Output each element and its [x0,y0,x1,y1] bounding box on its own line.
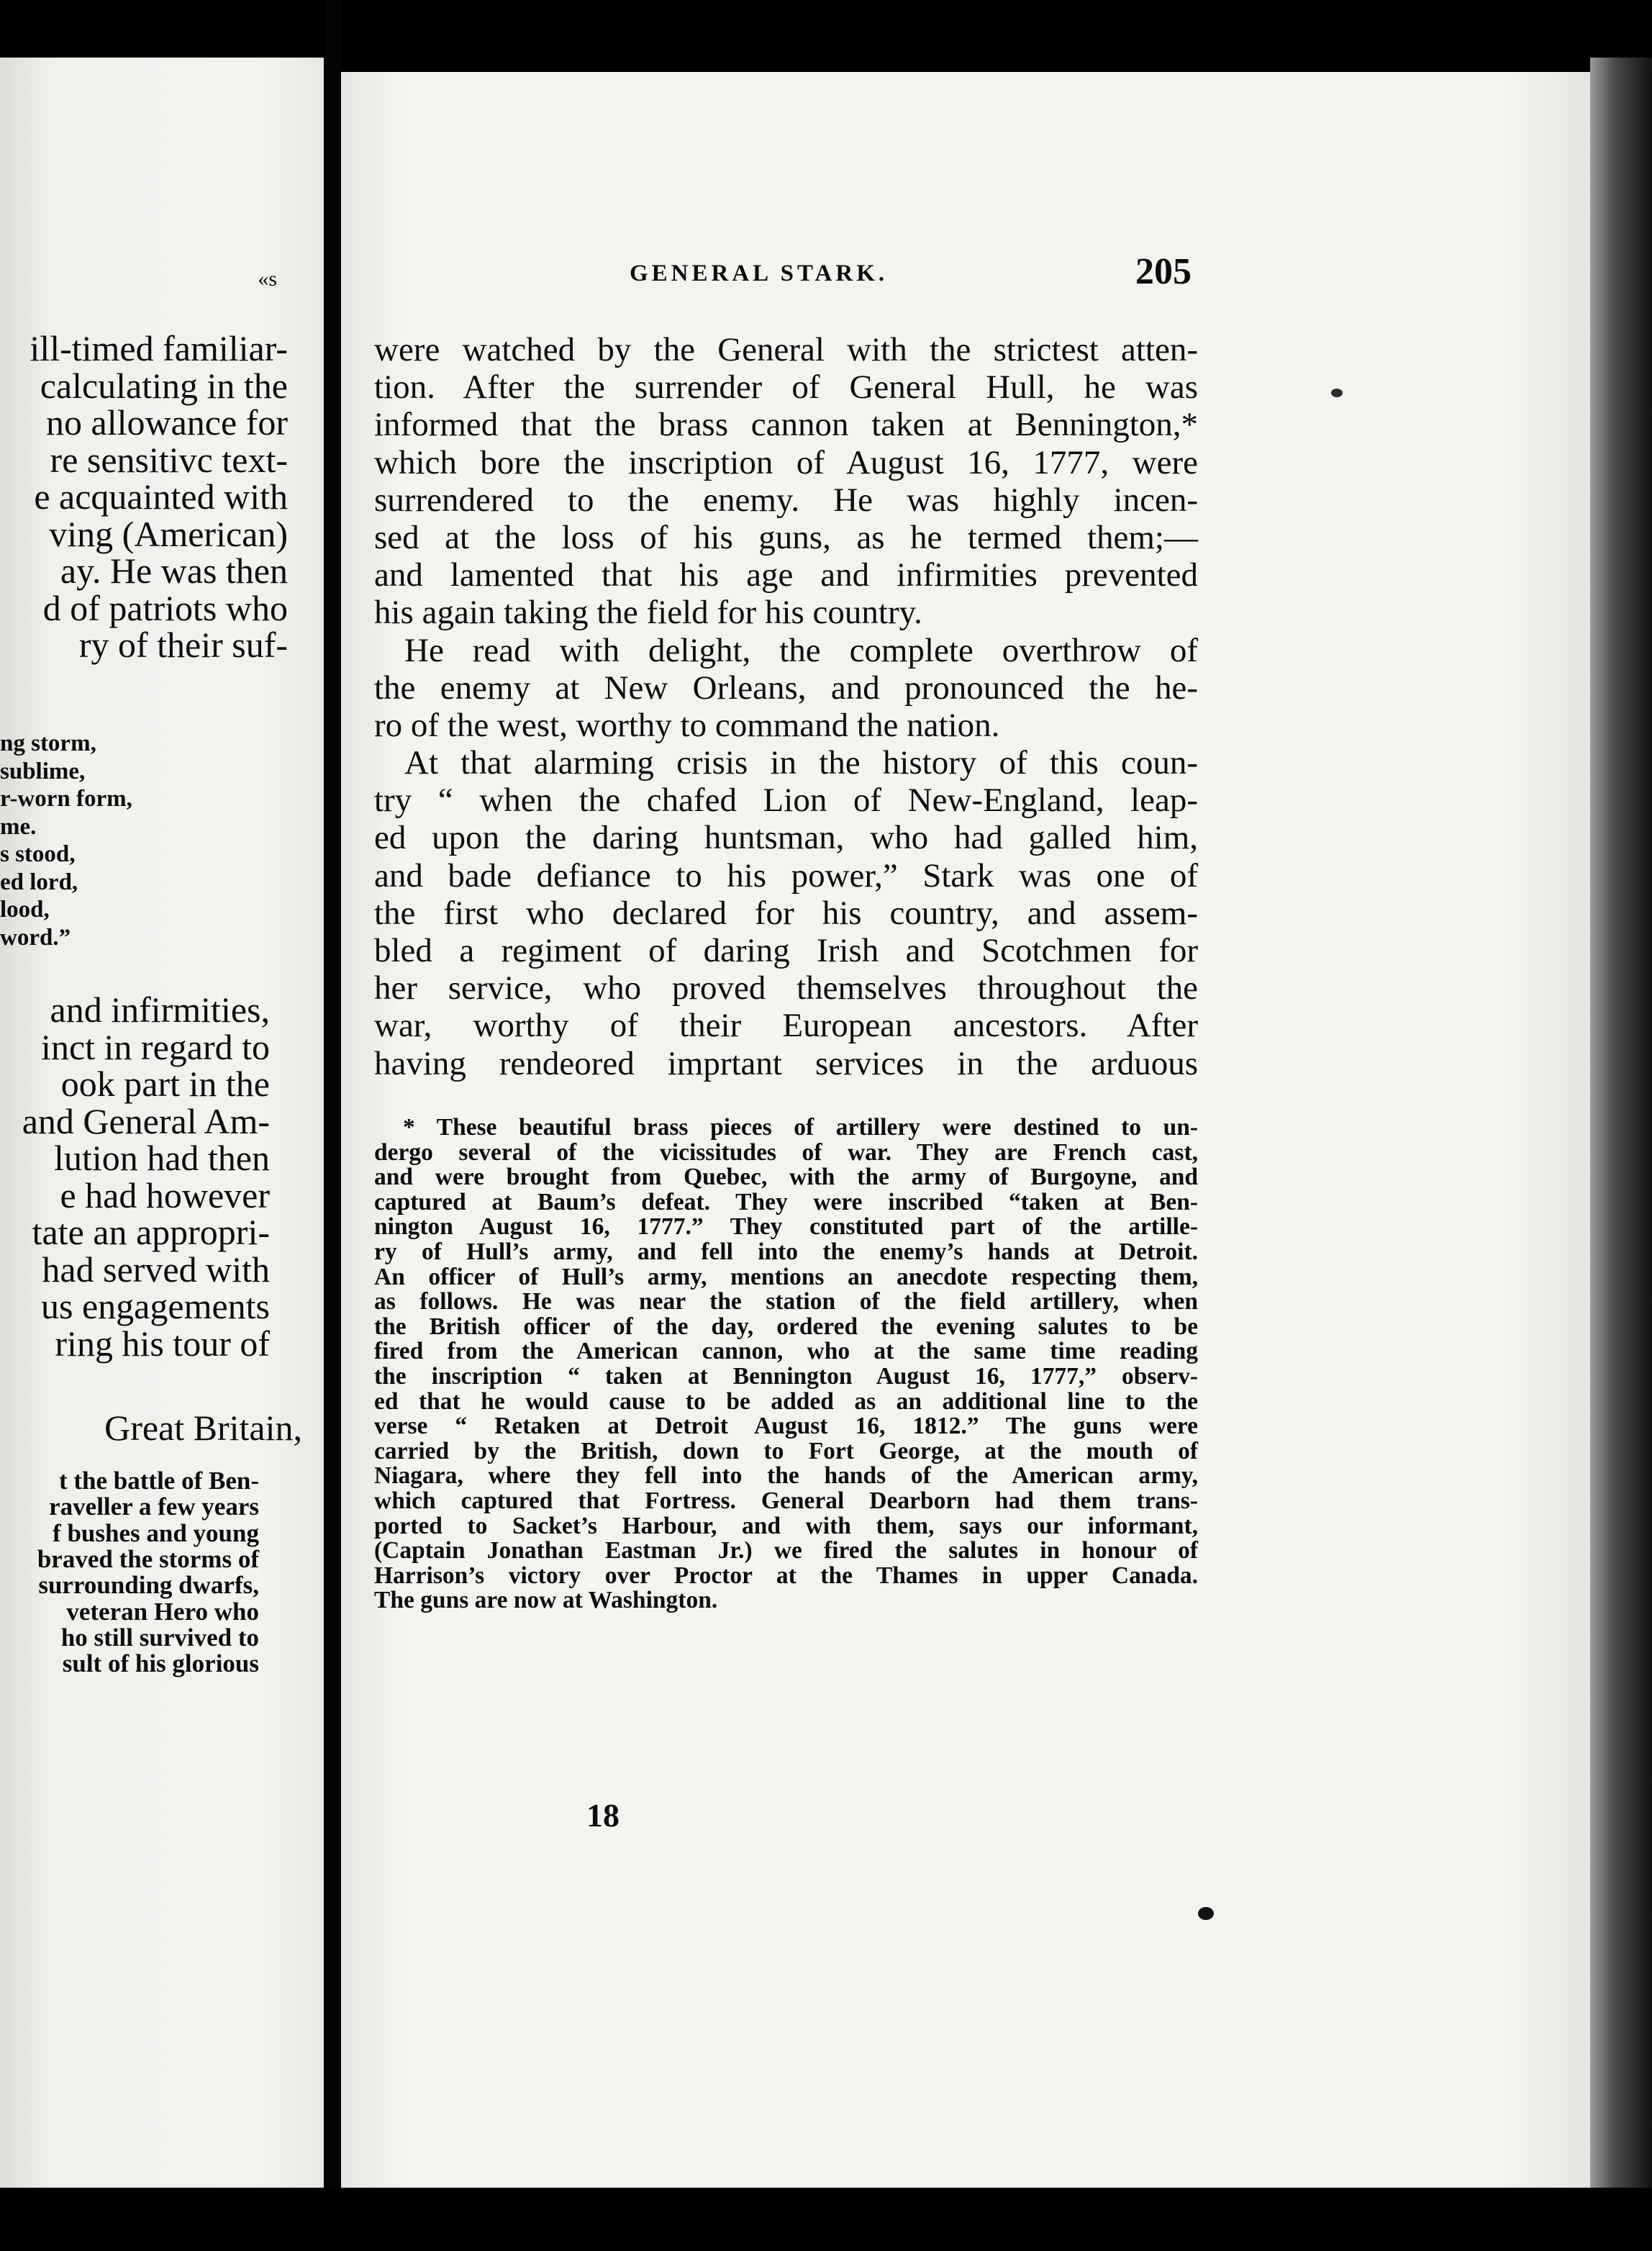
footnote-line: ry of Hull’s army, and fell into the enemy’s hands at Detroit. [374,1238,1198,1265]
running-head: GENERAL STARK. [630,261,889,286]
left-text-line: raveller a few years [49,1493,259,1521]
left-text-line: lution had then [54,1138,270,1178]
body-line: war, worthy of their European ancestors. After [374,1007,1198,1045]
footnote-line: The guns are now at Washington. [374,1587,718,1614]
left-text-line: no allowance for [46,402,288,443]
body-line: having rendeored imprtant services in the arduous [374,1044,1198,1082]
left-text-line: ill-timed familiar- [30,328,288,368]
left-text-line: sult of his glorious [62,1649,259,1678]
left-folio-mark: «s [258,267,277,291]
body-line: try “ when the chafed Lion of New-England, leap- [374,782,1198,820]
body-line: were watched by the General with the strictest atten- [374,331,1198,368]
left-text-line: tate an appropri- [32,1212,270,1252]
body-line: his again taking the field for his country. [374,594,922,632]
left-text-line: e had however [60,1174,270,1215]
body-line: surrendered to the enemy. He was highly incen- [374,481,1198,519]
left-text-line: ving (American) [49,513,288,554]
ink-speck [1198,1907,1214,1920]
left-text-line: ay. He was then [60,551,288,591]
footnote [374,1115,1198,1613]
left-text-line: ook part in the [60,1064,270,1104]
body-line: ed upon the daring huntsman, who had galled him, [374,819,1198,857]
footnote-line: ed that he would cause to be added as an additional line to the [374,1387,1198,1415]
left-text-line: ring his tour of [55,1323,270,1364]
left-text-line: inct in regard to [41,1026,270,1067]
left-text-line: lood, [0,897,50,923]
footnote-line: An officer of Hull’s army, mentions an anecdote respecting them, [374,1263,1198,1290]
left-heading-fragment: Great Britain, [104,1408,302,1448]
left-text-line: t the battle of Ben- [58,1467,259,1495]
body-line: which bore the inscription of August 16, 1777, were [374,443,1198,481]
footnote-line: dergo several of the vicissitudes of war. They are French cast, [374,1138,1198,1166]
footnote-line: and were brought from Quebec, with the army of Burgoyne, and [374,1164,1198,1191]
left-text-line: d of patriots who [42,587,288,628]
left-page [0,58,324,2188]
left-text-line: ng storm, [0,730,96,756]
footnote-line: the British officer of the day, ordered the evening salutes to be [374,1313,1198,1340]
footnote-line: fired from the American cannon, who at the same time reading [374,1338,1198,1365]
left-text-line: s stood, [0,841,76,867]
footnote-line: verse “ Retaken at Detroit August 16, 1812.” The guns were [374,1413,1198,1440]
footnote-line: captured at Baum’s defeat. They were inscribed “taken at Ben- [374,1188,1198,1215]
footnote-line: carried by the British, down to Fort George, at the mouth of [374,1437,1198,1464]
left-text-line: us engagements [41,1286,270,1326]
page-edge-shadow [1590,58,1652,2202]
body-line: and lamented that his age and infirmities prevented [374,556,1198,594]
footnote-line: * These beautiful brass pieces of artillery were destined to un- [403,1114,1198,1141]
body-line: informed that the brass cannon taken at Bennington,* [374,406,1198,444]
left-text-line: r-worn form, [0,786,132,812]
left-text-line: had served with [42,1249,270,1290]
left-text-line: f bushes and young [53,1518,259,1547]
body-line: her service, who proved themselves throughout the [374,969,1198,1007]
left-text-line: re sensitivc text- [50,439,288,480]
body-line: and bade defiance to his power,” Stark was one of [374,856,1198,894]
left-text-line: ho still survived to [60,1623,259,1652]
signature-mark: 18 [586,1797,620,1834]
body-line: At that alarming crisis in the history of this coun- [404,744,1198,782]
left-text-line: and infirmities, [50,989,270,1030]
footnote-line: nington August 16, 1777.” They constituted part of the artille- [374,1213,1198,1241]
left-text-line: me. [0,813,37,840]
body-line: He read with delight, the complete overthrow of [404,631,1198,669]
footnote-line: the inscription “ taken at Bennington August 16, 1777,” observ- [374,1362,1198,1390]
page-number: 205 [1135,251,1192,292]
gutter-shadow [325,0,341,2251]
left-text-line: ry of their suf- [78,625,288,665]
body-line: bled a regiment of daring Irish and Scotchmen for [374,932,1198,969]
left-text-line: calculating in the [40,365,288,406]
footnote-line: as follows. He was near the station of the field artillery, when [374,1288,1198,1315]
footnote-line: Niagara, where they fell into the hands of the American army, [374,1462,1198,1490]
body-line: tion. After the surrender of General Hull, he was [374,368,1198,407]
body-line: the enemy at New Orleans, and pronounced the he- [374,669,1198,707]
body-text [374,331,1198,1082]
scan-bottom-border [0,2188,1652,2251]
left-text-line: sublime, [0,758,86,784]
footnote-line: Harrison’s victory over Proctor at the Thames in upper Canada. [374,1562,1198,1589]
ink-speck [1331,389,1343,397]
left-text-line: word.” [0,924,71,951]
footnote-line: which captured that Fortress. General Dearborn had them trans- [374,1487,1198,1514]
body-line: the first who declared for his country, and assem- [374,894,1198,932]
footnote-line: (Captain Jonathan Eastman Jr.) we fired the salutes in honour of [374,1537,1198,1564]
left-text-line: and General Am- [22,1100,270,1141]
left-text-line: braved the storms of [37,1544,259,1573]
left-text-line: surrounding dwarfs, [38,1571,259,1600]
left-text-line: e acquainted with [34,476,288,517]
left-text-line: ed lord, [0,869,78,895]
body-line: ro of the west, worthy to command the nation. [374,706,1000,744]
left-text-line: veteran Hero who [66,1597,259,1626]
footnote-line: ported to Sacket’s Harbour, and with them, says our informant, [374,1512,1198,1539]
body-line: sed at the loss of his guns, as he termed them;— [374,518,1198,556]
right-page [338,72,1633,2202]
